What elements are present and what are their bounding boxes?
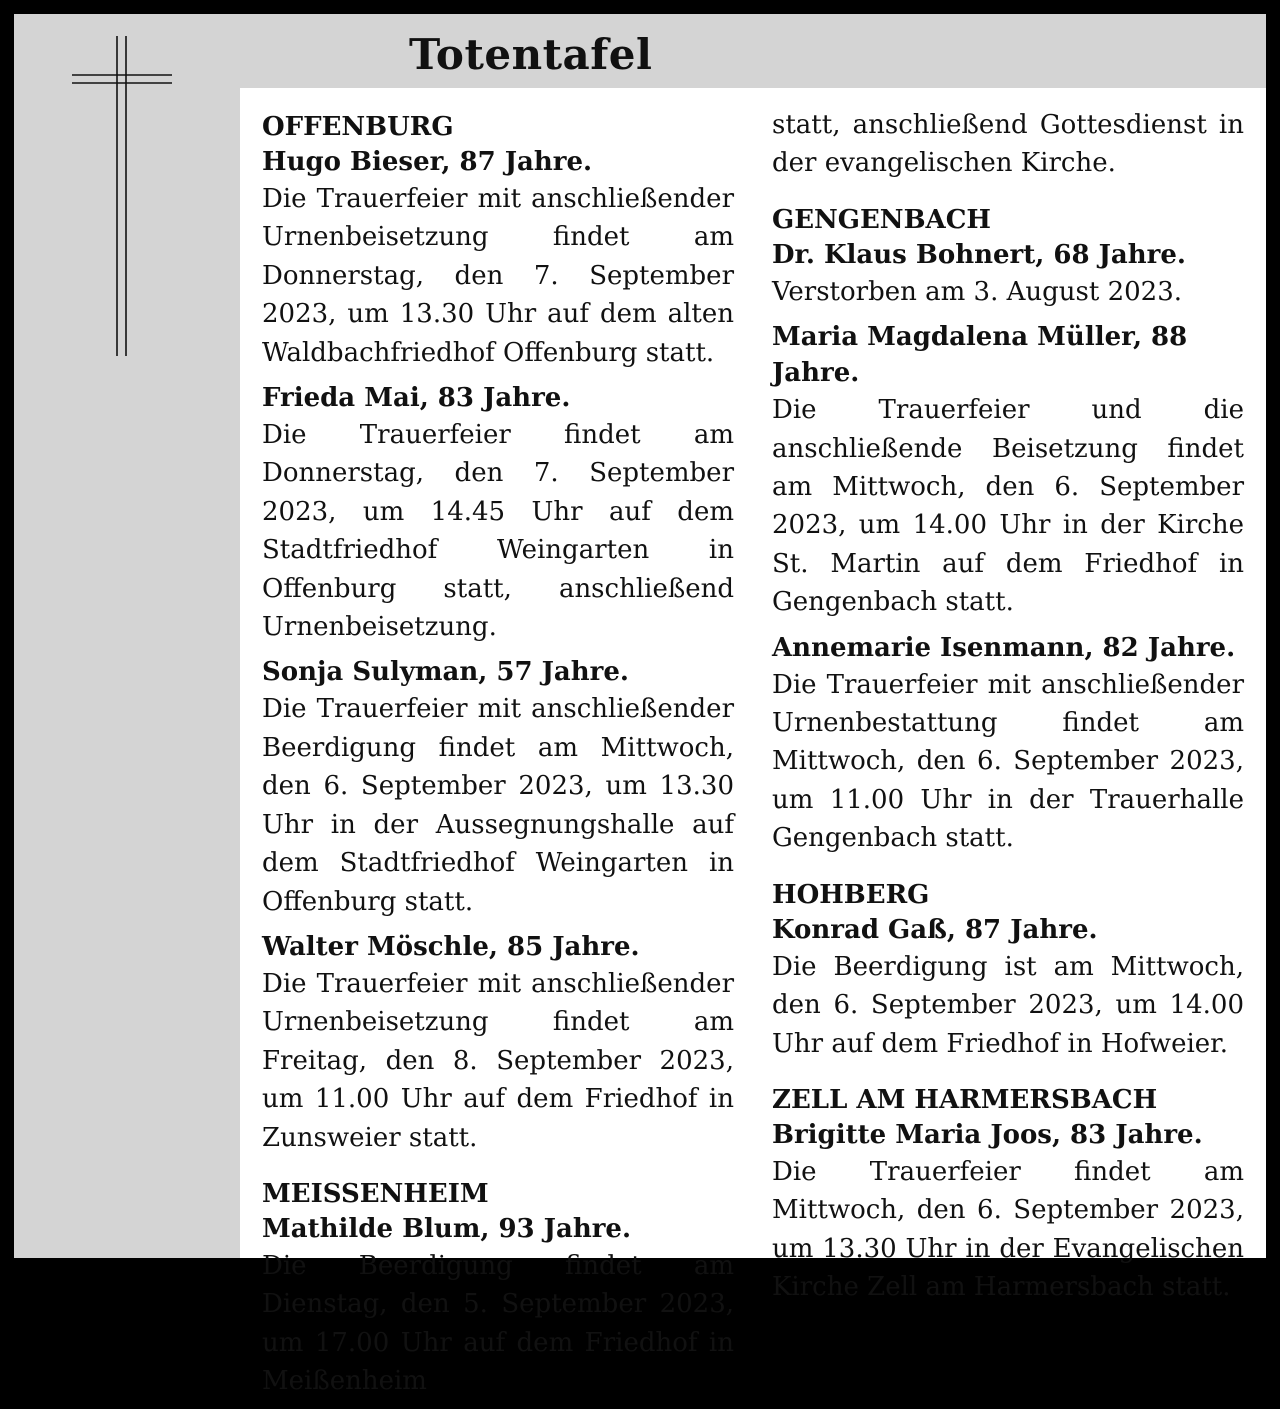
- funeral-details: Die Trauerfeier mit anschließender Urnenbestattung findet am Mittwoch, den 6. September 2023, um 11.00 Uhr in der Trauerhalle Gengenbach statt.: [772, 669, 1244, 854]
- deceased-name: Maria Magdalena Müller, 88 Jahre.: [772, 322, 1188, 389]
- section-offenburg: [262, 110, 734, 1157]
- place-heading: ZELL AM HARMERSBACH: [772, 1084, 1158, 1115]
- place-heading: MEISSENHEIM: [262, 1178, 489, 1209]
- deceased-name: Konrad Gaß, 87 Jahre.: [772, 914, 1098, 945]
- obituary-entry: [262, 380, 734, 646]
- obituary-entry: [262, 929, 734, 1157]
- section-hohberg: [772, 878, 1244, 1063]
- funeral-details: Die Trauerfeier mit anschließender Urnenbeisetzung findet am Freitag, den 8. September 2023, um 11.00 Uhr auf dem Friedhof in Zunsweier statt.: [262, 968, 734, 1153]
- deceased-name: Dr. Klaus Bohnert, 68 Jahre.: [772, 239, 1186, 270]
- deceased-name: Brigitte Maria Joos, 83 Jahre.: [772, 1119, 1203, 1150]
- deceased-name: Sonja Sulyman, 57 Jahre.: [262, 657, 629, 688]
- section-gengenbach: [772, 203, 1244, 858]
- obituary-entry: [262, 144, 734, 372]
- right-column: [772, 106, 1244, 1315]
- section-meissenheim: [262, 1177, 734, 1401]
- obituary-notice: [14, 14, 1266, 1397]
- continuation-text: statt, anschließend Gottesdienst in der evangelischen Kirche.: [772, 110, 1244, 179]
- funeral-details: Die Trauerfeier mit anschließender Urnenbeisetzung findet am Donnerstag, den 7. September 2023, um 13.30 Uhr auf dem alten Waldbachfriedhof Offenburg statt.: [262, 184, 734, 368]
- place-heading: OFFENBURG: [262, 112, 454, 142]
- left-column: [262, 110, 734, 1409]
- obituary-entry: [262, 1211, 734, 1401]
- cross-icon: [72, 36, 176, 360]
- section-zell-am-harmersbach: [772, 1083, 1244, 1307]
- place-heading: HOHBERG: [772, 879, 930, 910]
- funeral-details: Die Beerdigung findet am Dienstag, den 5. September 2023, um 17.00 Uhr auf dem Friedhof in Meißenheim: [262, 1250, 734, 1397]
- funeral-details: Die Trauerfeier mit anschließender Beerdigung findet am Mittwoch, den 6. September 2023, um 13.30 Uhr in der Aussegnungshalle auf dem Stadtfriedhof Weingarten in Offenburg statt.: [262, 694, 734, 917]
- deceased-name: Annemarie Isenmann, 82 Jahre.: [772, 632, 1236, 663]
- obituary-entry: [772, 319, 1244, 621]
- place-heading: GENGENBACH: [772, 204, 991, 235]
- obituary-entry: [772, 1117, 1244, 1307]
- funeral-details: Die Trauerfeier findet am Mittwoch, den 6. September 2023, um 13.30 Uhr in der Evangelischen Kirche Zell am Harmersbach statt.: [772, 1156, 1244, 1303]
- obituary-entry: [772, 912, 1244, 1063]
- obituary-entry: [772, 630, 1244, 858]
- deceased-name: Frieda Mai, 83 Jahre.: [262, 383, 571, 414]
- deceased-name: Hugo Bieser, 87 Jahre.: [262, 147, 593, 177]
- funeral-details: Verstorben am 3. August 2023.: [772, 276, 1183, 307]
- obituary-entry: [262, 654, 734, 920]
- obituary-entry: [772, 237, 1244, 311]
- funeral-details: Die Beerdigung ist am Mittwoch, den 6. September 2023, um 14.00 Uhr auf dem Friedhof in Hofweier.: [772, 951, 1244, 1059]
- deceased-name: Walter Möschle, 85 Jahre.: [262, 931, 640, 962]
- funeral-details: Die Trauerfeier findet am Donnerstag, den 7. September 2023, um 14.45 Uhr auf dem Stadtfriedhof Weingarten in Offenburg statt, anschließend Urnenbeisetzung.: [262, 420, 734, 643]
- page-title: Totentafel: [409, 30, 653, 79]
- deceased-name: Mathilde Blum, 93 Jahre.: [262, 1213, 632, 1244]
- funeral-details: Die Trauerfeier und die anschließende Beisetzung findet am Mittwoch, den 6. September 2023, um 14.00 Uhr in der Kirche St. Martin auf dem Friedhof in Gengenbach statt.: [772, 395, 1244, 618]
- obituary-content: [240, 88, 1266, 1397]
